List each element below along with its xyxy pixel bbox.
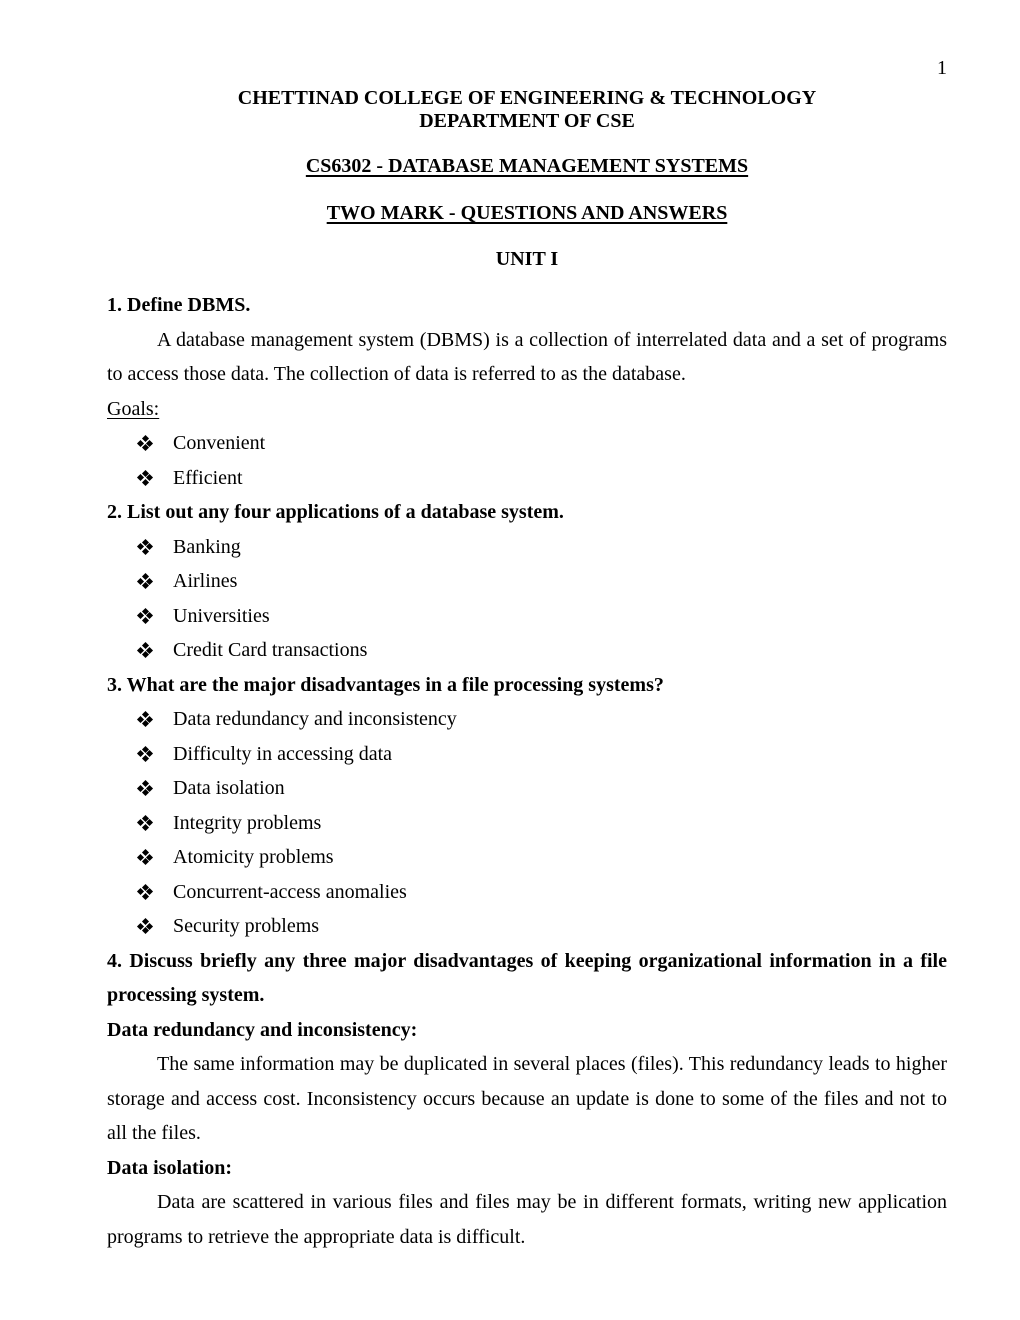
bullet-item-label: Credit Card transactions bbox=[173, 639, 368, 661]
bullet-item-label: Data isolation bbox=[173, 777, 285, 799]
data-redundancy-paragraph: The same information may be duplicated in several places (files). This redundancy leads to higher storage and access cost. Inconsistency occurs because an update is done to some of the files and not to all the files. bbox=[107, 1053, 947, 1144]
four-diamond-bullet-icon bbox=[138, 609, 152, 623]
four-diamond-bullet-icon bbox=[138, 885, 152, 899]
four-diamond-bullet-icon bbox=[138, 747, 152, 761]
question-2-heading: 2. List out any four applications of a database system. bbox=[107, 501, 564, 523]
bullet-item-label: Banking bbox=[173, 535, 241, 558]
course-title: CS6302 - DATABASE MANAGEMENT SYSTEMS bbox=[305, 155, 749, 177]
list-item bbox=[107, 564, 947, 599]
list-item bbox=[107, 426, 947, 461]
bullet-item-label: Atomicity problems bbox=[173, 846, 334, 868]
list-item bbox=[107, 530, 947, 565]
four-diamond-bullet-icon bbox=[138, 540, 152, 554]
applications-list bbox=[107, 530, 947, 668]
doc-title: TWO MARK - QUESTIONS AND ANSWERS bbox=[326, 202, 728, 224]
bullet-item-label: Convenient bbox=[173, 432, 266, 454]
list-item bbox=[107, 633, 947, 668]
goals-label: Goals: bbox=[107, 397, 160, 420]
answer-1-paragraph: A database management system (DBMS) is a collection of interrelated data and a set of programs to access those data. The collection of data is referred to as the database. bbox=[107, 328, 947, 385]
data-isolation-paragraph: Data are scattered in various files and files may be in different formats, writing new application programs to retrieve the appropriate data is difficult. bbox=[107, 1191, 947, 1248]
bullet-item-label: Concurrent-access anomalies bbox=[173, 880, 407, 903]
data-redundancy-label: Data redundancy and inconsistency: bbox=[107, 1018, 418, 1041]
data-isolation-label: Data isolation: bbox=[107, 1156, 232, 1179]
list-item bbox=[107, 806, 947, 841]
bullet-item-label: Efficient bbox=[173, 466, 243, 489]
four-diamond-bullet-icon bbox=[138, 471, 152, 485]
list-item bbox=[107, 771, 947, 806]
bullet-item-label: Security problems bbox=[173, 915, 320, 937]
four-diamond-bullet-icon bbox=[138, 816, 152, 830]
department-name: DEPARTMENT OF CSE bbox=[419, 110, 635, 132]
list-item bbox=[107, 840, 947, 875]
list-item bbox=[107, 875, 947, 910]
list-item bbox=[107, 461, 947, 496]
four-diamond-bullet-icon bbox=[138, 850, 152, 864]
list-item bbox=[107, 909, 947, 944]
four-diamond-bullet-icon bbox=[138, 643, 152, 657]
bullet-item-label: Data redundancy and inconsistency bbox=[173, 708, 457, 730]
list-item bbox=[107, 737, 947, 772]
bullet-item-label: Airlines bbox=[173, 570, 238, 592]
list-item bbox=[107, 702, 947, 737]
list-item bbox=[107, 599, 947, 634]
four-diamond-bullet-icon bbox=[138, 919, 152, 933]
bullet-item-label: Integrity problems bbox=[173, 811, 322, 834]
four-diamond-bullet-icon bbox=[138, 781, 152, 795]
four-diamond-bullet-icon bbox=[138, 712, 152, 726]
goals-list bbox=[107, 426, 947, 495]
bullet-item-label: Difficulty in accessing data bbox=[173, 742, 393, 765]
question-4-heading: 4. Discuss briefly any three major disadvantages of keeping organizational information in a file processing system. bbox=[107, 949, 947, 1006]
disadvantages-list bbox=[107, 702, 947, 944]
page-number: 1 bbox=[937, 57, 947, 79]
question-1-heading: 1. Define DBMS. bbox=[107, 294, 251, 316]
four-diamond-bullet-icon bbox=[138, 436, 152, 450]
college-name: CHETTINAD COLLEGE OF ENGINEERING & TECHNOLOGY bbox=[237, 87, 817, 109]
unit-title: UNIT I bbox=[495, 248, 559, 270]
document-body bbox=[107, 288, 947, 1254]
question-3-heading: 3. What are the major disadvantages in a file processing systems? bbox=[107, 673, 664, 696]
four-diamond-bullet-icon bbox=[138, 574, 152, 588]
bullet-item-label: Universities bbox=[173, 604, 270, 627]
